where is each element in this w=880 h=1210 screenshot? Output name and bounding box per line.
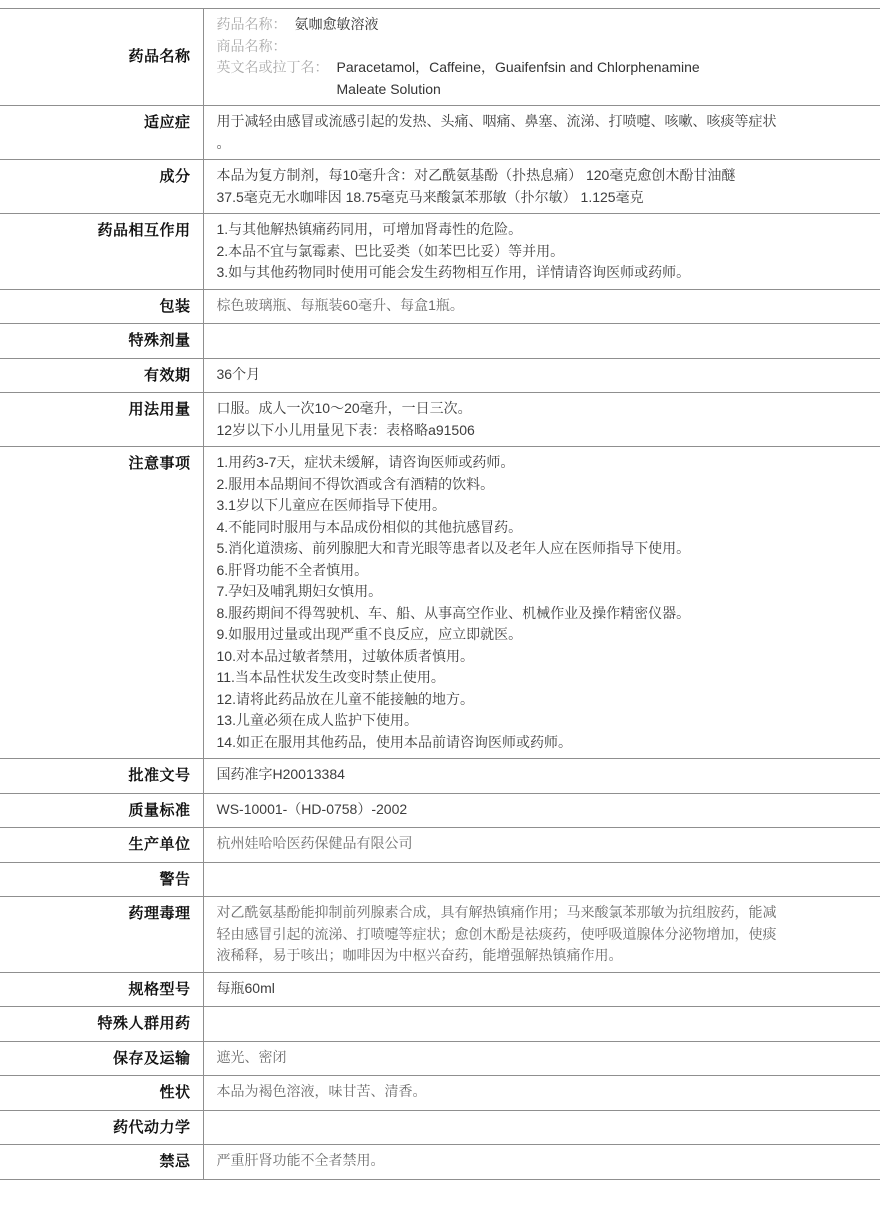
row-label: 保存及运输 (0, 1041, 203, 1076)
row-label: 成分 (0, 160, 203, 214)
row-label: 性状 (0, 1076, 203, 1111)
content-line: 液稀释，易于咳出；咖啡因为中枢兴奋药，能增强解热镇痛作用。 (216, 947, 623, 963)
table-row (0, 9, 880, 106)
content-line: 12岁以下小儿用量见下表：表格略a91506 (216, 421, 475, 438)
content-line: 9.如服用过量或出现严重不良反应，应立即就医。 (216, 626, 523, 642)
content-line: 3.如与其他药物同时使用可能会发生药物相互作用，详情请咨询医师或药师。 (216, 264, 691, 280)
row-content (203, 972, 880, 1007)
content-line: 12.请将此药品放在儿童不能接触的地方。 (216, 690, 474, 707)
row-label: 包装 (0, 289, 203, 324)
field-label: 药品名称： (216, 16, 287, 32)
table-row (0, 214, 880, 290)
field-value-line: Maleate Solution (336, 80, 441, 97)
content-line: 本品为复方制剂，每10毫升含：对乙酰氨基酚（扑热息痛） 120毫克愈创木酚甘油醚 (216, 167, 736, 183)
row-label: 批准文号 (0, 759, 203, 794)
table-row (0, 897, 880, 973)
content-line: 7.孕妇及哺乳期妇女慎用。 (216, 583, 383, 599)
field-row (217, 57, 871, 100)
row-content (203, 289, 880, 324)
table-row (0, 106, 880, 160)
table-row (0, 1110, 880, 1145)
row-label: 禁忌 (0, 1145, 203, 1180)
row-label: 适应症 (0, 106, 203, 160)
table-row (0, 793, 880, 828)
table-row (0, 160, 880, 214)
content-line: 6.肝肾功能不全者慎用。 (216, 561, 369, 578)
field-label: 商品名称： (216, 37, 287, 54)
table-row (0, 828, 880, 863)
table-row (0, 447, 880, 759)
row-content (203, 1076, 880, 1111)
content-line: 37.5毫克无水咖啡因 18.75毫克马来酸氯苯那敏（扑尔敏） 1.125毫克 (216, 188, 644, 205)
table-row (0, 1007, 880, 1042)
field-row (217, 14, 871, 36)
row-label: 特殊人群用药 (0, 1007, 203, 1042)
row-content (203, 828, 880, 863)
row-content (203, 793, 880, 828)
content-line: 2.服用本品期间不得饮酒或含有酒精的饮料。 (216, 475, 495, 492)
content-line: 1.与其他解热镇痛药同用，可增加肾毒性的危险。 (216, 221, 523, 237)
table-row (0, 393, 880, 447)
row-label: 警告 (0, 862, 203, 897)
drug-info-table-body (0, 9, 880, 1180)
table-row (0, 358, 880, 393)
row-content (203, 214, 880, 290)
row-content (203, 862, 880, 897)
field-row (217, 36, 871, 58)
row-content (203, 1145, 880, 1180)
field-value-line: 氨咖愈敏溶液 (294, 16, 379, 32)
content-line: 轻由感冒引起的流涕、打喷嚏等症状；愈创木酚是祛痰药，使呼吸道腺体分泌物增加，使痰 (216, 925, 777, 942)
content-line: 13.儿童必须在成人监护下使用。 (216, 712, 418, 728)
table-row (0, 972, 880, 1007)
row-label: 生产单位 (0, 828, 203, 863)
field-value (295, 14, 871, 36)
row-content (203, 160, 880, 214)
content-line: 口服。成人一次10～20毫升，一日三次。 (216, 400, 472, 416)
content-line: 每瓶60ml (216, 979, 275, 996)
field-value (295, 36, 871, 58)
content-line: 对乙酰氨基酚能抑制前列腺素合成，具有解热镇痛作用；马来酸氯苯那敏为抗组胺药，能减 (216, 904, 777, 920)
content-line: 36个月 (216, 365, 261, 382)
content-line: 用于减轻由感冒或流感引起的发热、头痛、咽痛、鼻塞、流涕、打喷嚏、咳嗽、咳痰等症状 (216, 113, 777, 129)
content-line: 遮光、密闭 (216, 1048, 287, 1065)
table-row (0, 289, 880, 324)
row-content (203, 9, 880, 106)
row-label: 药理毒理 (0, 897, 203, 973)
field-value-line: Paracetamol，Caffeine，Guaifenfsin and Chlorphenamine (336, 59, 700, 75)
content-line: 棕色玻璃瓶、每瓶装60毫升、每盒1瓶。 (216, 296, 464, 313)
content-line: 杭州娃哈哈医药保健品有限公司 (216, 835, 413, 851)
table-row (0, 1041, 880, 1076)
content-line: 国药准字H20013384 (216, 766, 345, 782)
row-content (203, 106, 880, 160)
row-content (203, 358, 880, 393)
table-row (0, 1145, 880, 1180)
table-row (0, 759, 880, 794)
content-line: 2.本品不宜与氯霉素、巴比妥类（如苯巴比妥）等并用。 (216, 242, 565, 259)
row-label: 特殊剂量 (0, 324, 203, 359)
drug-info-table (0, 8, 880, 1180)
row-label: 质量标准 (0, 793, 203, 828)
content-line: 8.服药期间不得驾驶机、车、船、从事高空作业、机械作业及操作精密仪器。 (216, 604, 691, 621)
row-label: 规格型号 (0, 972, 203, 1007)
content-line: WS-10001-（HD-0758）-2002 (216, 800, 408, 817)
content-line: 1.用药3-7天，症状未缓解，请咨询医师或药师。 (216, 454, 515, 470)
row-label: 药品名称 (0, 9, 203, 106)
row-label: 有效期 (0, 358, 203, 393)
row-label: 药代动力学 (0, 1110, 203, 1145)
table-row (0, 324, 880, 359)
row-label: 注意事项 (0, 447, 203, 759)
row-content (203, 1110, 880, 1145)
table-row (0, 1076, 880, 1111)
content-line: 5.消化道溃疡、前列腺肥大和青光眼等患者以及老年人应在医师指导下使用。 (216, 540, 691, 556)
row-content (203, 447, 880, 759)
field-label: 英文名或拉丁名： (216, 59, 329, 75)
content-line: 14.如正在服用其他药品，使用本品前请咨询医师或药师。 (216, 733, 572, 750)
content-line: 10.对本品过敏者禁用，过敏体质者慎用。 (216, 647, 474, 664)
row-content (203, 1041, 880, 1076)
row-content (203, 897, 880, 973)
row-content (203, 393, 880, 447)
content-line: 3.1岁以下儿童应在医师指导下使用。 (216, 497, 446, 513)
field-value (337, 57, 871, 100)
row-content (203, 1007, 880, 1042)
row-label: 药品相互作用 (0, 214, 203, 290)
field-value-line (295, 36, 871, 58)
content-line: 。 (216, 134, 231, 151)
row-label: 用法用量 (0, 393, 203, 447)
content-line: 本品为褐色溶液，味甘苦、清香。 (216, 1083, 427, 1099)
content-line: 4.不能同时服用与本品成份相似的其他抗感冒药。 (216, 518, 523, 535)
content-line: 11.当本品性状发生改变时禁止使用。 (216, 669, 445, 685)
table-row (0, 862, 880, 897)
content-line: 严重肝肾功能不全者禁用。 (216, 1152, 385, 1168)
row-content (203, 759, 880, 794)
row-content (203, 324, 880, 359)
